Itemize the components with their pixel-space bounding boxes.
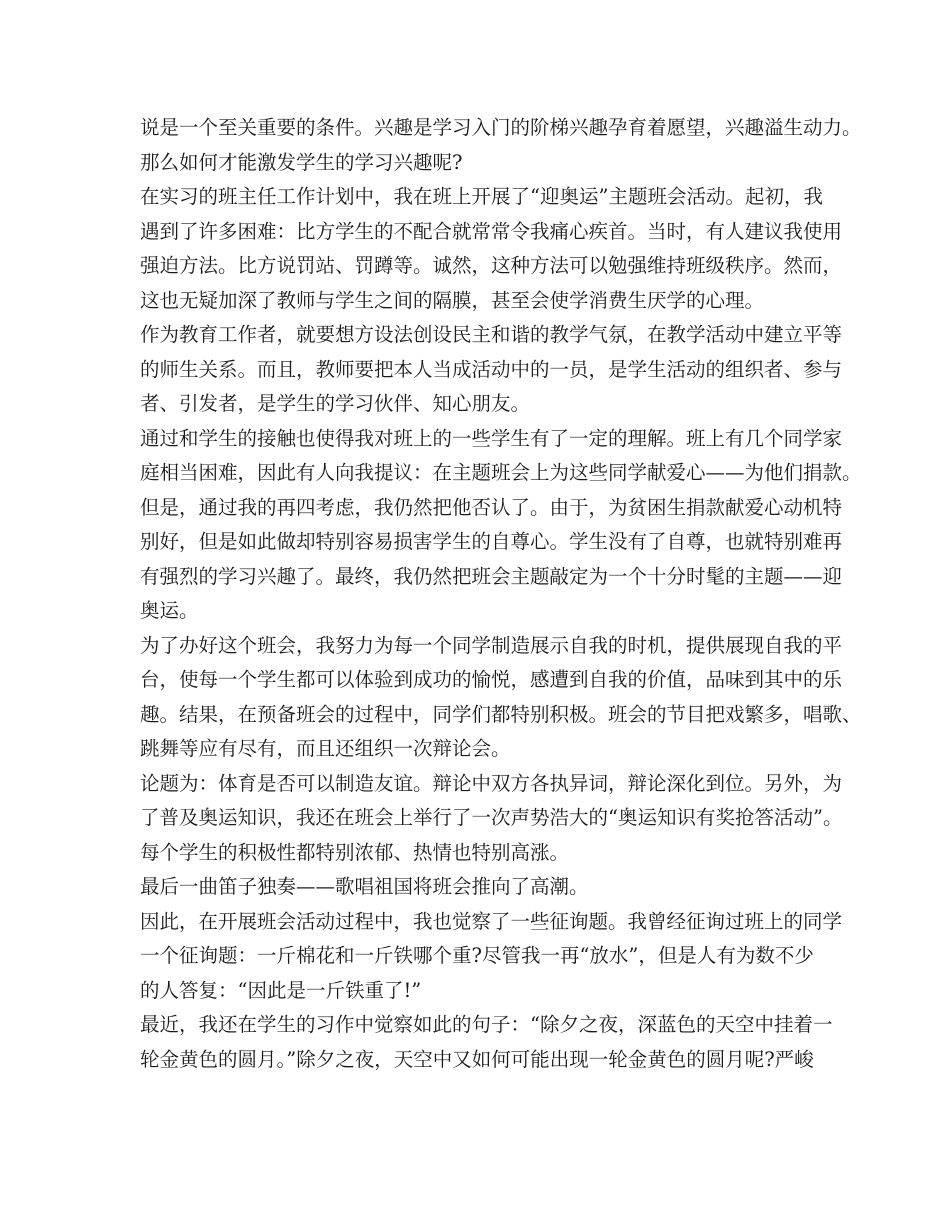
text-line: 庭相当困难，因此有人向我提议：在主题班会上为这些同学献爱心——为他们捐款。	[140, 461, 862, 484]
text-line: 通过和学生的接触也使得我对班上的一些学生有了一定的理解。班上有几个同学家	[140, 426, 843, 450]
text-line: 有强烈的学习兴趣了。最终，我仍然把班会主题敲定为一个十分时髦的主题——迎	[140, 564, 843, 588]
text-line: 轮金黄色的圆月。”除夕之夜，天空中又如何可能出现一轮金黄色的圆月呢?严峻	[140, 1047, 814, 1071]
text-line: 最近，我还在学生的习作中觉察如此的句子：“除夕之夜，深蓝色的天空中挂着一	[140, 1013, 833, 1036]
text-line: 别好，但是如此做却特别容易损害学生的自尊心。学生没有了自尊，也就特别难再	[140, 530, 843, 553]
text-line: 一个征询题：一斤棉花和一斤铁哪个重?尽管我一再“放水”，但是人有为数不少	[140, 944, 814, 967]
text-line: 台，使每一个学生都可以体验到成功的愉悦，感遭到自我的价值，品味到其中的乐	[140, 668, 843, 691]
text-line: 每个学生的积极性都特别浓郁、热情也特别高涨。	[140, 840, 570, 864]
text-line: 遇到了许多困难：比方学生的不配合就常常令我痛心疾首。当时，有人建议我使用	[140, 219, 843, 243]
text-line: 跳舞等应有尽有，而且还组织一次辩论会。	[140, 737, 511, 760]
body-text	[140, 111, 862, 1077]
text-line: 的人答复：“因此是一斤铁重了!”	[140, 978, 422, 1002]
text-line: 但是，通过我的再四考虑，我仍然把他否认了。由于，为贫困生捐款献爱心动机特	[140, 495, 843, 519]
text-line: 因此，在开展班会活动过程中，我也觉察了一些征询题。我曾经征询过班上的同学	[140, 909, 843, 933]
text-line: 奥运。	[140, 599, 199, 622]
text-line: 最后一曲笛子独奏——歌唱祖国将班会推向了高潮。	[140, 875, 589, 898]
text-line: 说是一个至关重要的条件。兴趣是学习入门的阶梯兴趣孕育着愿望，兴趣溢生动力。	[140, 116, 862, 139]
text-line: 论题为：体育是否可以制造友谊。辩论中双方各执异词，辩论深化到位。另外，为	[140, 771, 843, 795]
text-line: 在实习的班主任工作计划中，我在班上开展了“迎奥运”主题班会活动。起初，我	[140, 185, 823, 208]
text-line: 那么如何才能激发学生的学习兴趣呢?	[140, 150, 463, 174]
text-line: 的师生关系。而且，教师要把本人当成活动中的一员，是学生活动的组织者、参与	[140, 357, 843, 381]
text-line: 趣。结果，在预备班会的过程中，同学们都特别积极。班会的节目把戏繁多，唱歌、	[140, 702, 862, 726]
text-line: 者、引发者，是学生的学习伙伴、知心朋友。	[140, 392, 531, 415]
text-line: 这也无疑加深了教师与学生之间的隔膜，甚至会使学消费生厌学的心理。	[140, 288, 765, 312]
text-line: 为了办好这个班会，我努力为每一个同学制造展示自我的时机，提供展现自我的平	[140, 633, 843, 657]
text-line: 强迫方法。比方说罚站、罚蹲等。诚然，这种方法可以勉强维持班级秩序。然而，	[140, 254, 843, 277]
text-line: 了普及奥运知识，我还在班会上举行了一次声势浩大的“奥运知识有奖抢答活动”。	[140, 806, 843, 829]
text-line: 作为教育工作者，就要想方设法创设民主和谐的教学气氛，在教学活动中建立平等	[140, 323, 843, 346]
